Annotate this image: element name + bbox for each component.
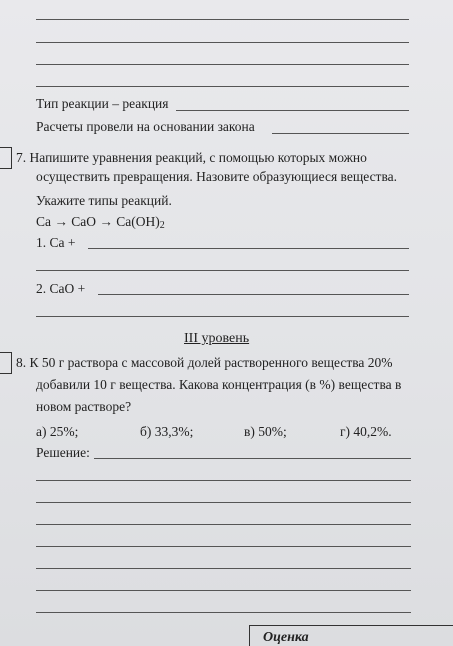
task8-text: добавили 10 г вещества. Какова концентрация (в %) вещества в bbox=[36, 377, 402, 392]
task7-text: 7. Напишите уравнения реакций, с помощью которых можно bbox=[16, 150, 367, 165]
solution-line bbox=[36, 568, 411, 569]
solution-line bbox=[36, 524, 411, 525]
option-b: б) 33,3%; bbox=[140, 424, 194, 439]
equation-2-line bbox=[98, 294, 409, 295]
solution-label: Решение: bbox=[36, 445, 90, 460]
reaction-type-answer-line bbox=[176, 110, 409, 111]
equation-1-line bbox=[36, 270, 409, 271]
equation-2-label: 2. CaO + bbox=[36, 281, 86, 296]
task7-score-box bbox=[0, 147, 12, 169]
task7-text: осуществить превращения. Назовите образующиеся вещества. bbox=[36, 169, 398, 184]
calc-basis-label: Расчеты провели на основании закона bbox=[36, 119, 255, 134]
evaluation-label: Оценка bbox=[263, 630, 309, 645]
solution-line bbox=[94, 458, 411, 459]
option-c: в) 50%; bbox=[244, 424, 287, 439]
solution-line bbox=[36, 590, 411, 591]
solution-line bbox=[36, 502, 411, 503]
task8-text: 8. К 50 г раствора с массовой долей растворенного вещества 20% bbox=[16, 355, 393, 370]
option-a: а) 25%; bbox=[36, 424, 79, 439]
equation-1-line bbox=[88, 248, 409, 249]
task8-score-box bbox=[0, 352, 12, 374]
option-d: г) 40,2%. bbox=[340, 424, 392, 439]
task8-text: новом растворе? bbox=[36, 399, 132, 414]
equation-1-label: 1. Ca + bbox=[36, 235, 76, 250]
calc-basis-answer-line bbox=[272, 133, 409, 134]
solution-line bbox=[36, 612, 411, 613]
answer-line bbox=[36, 19, 409, 20]
answer-line bbox=[36, 86, 409, 87]
reaction-type-label: Тип реакции – реакция bbox=[36, 96, 169, 111]
solution-line bbox=[36, 546, 411, 547]
answer-line bbox=[36, 64, 409, 65]
equation-2-line bbox=[36, 316, 409, 317]
task7-text: Укажите типы реакций. bbox=[36, 193, 172, 208]
answer-line bbox=[36, 42, 409, 43]
level-title: III уровень bbox=[184, 331, 250, 346]
solution-line bbox=[36, 480, 411, 481]
transformation-chain: Ca → CaO → $Ca(OH)_2$ bbox=[36, 214, 165, 231]
